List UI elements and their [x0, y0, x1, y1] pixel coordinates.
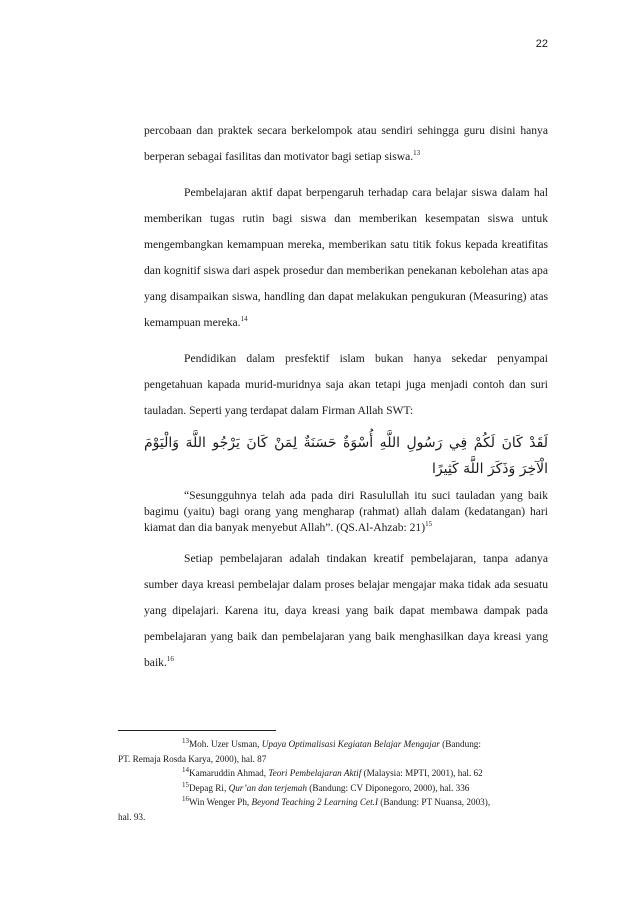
verse-translation	[144, 488, 548, 536]
footnote-number: 16	[182, 795, 189, 804]
footnote-13-continuation: PT. Remaja Rosda Karya, 2000), hal. 87	[118, 753, 267, 764]
paragraph-1	[144, 118, 548, 170]
footnote-number: 15	[182, 780, 189, 789]
arabic-verse: لَقَدْ كَانَ لَكُمْ فِي رَسُولِ اللَّهِ أُسْوَةٌ حَسَنَةٌ لِمَنْ كَانَ يَرْجُو اللَّهَ وَالْيَوْمَ الْآخِرَ وَذَكَرَ اللَّهَ كَثِيرًا	[144, 435, 548, 477]
footnote-publisher: (Bandung: CV Diponegoro, 2000), hal. 336	[307, 782, 470, 793]
footnote-title: Upaya Optimalisasi Kegiatan Belajar Mengajar	[261, 739, 440, 749]
footnote-ref-14: 14	[240, 315, 248, 324]
paragraph-4-text: Setiap pembelajaran adalah tindakan kreatif pembelajaran, tanpa adanya sumber daya kreasi pembelajar dalam proses belajar mengajar maka tidak ada sesuatu yang dipelajari. Karena itu, daya kreasi yang baik dapat membawa dampak pada pembelajaran yang baik dan pembelajaran yang baik menghasilkan daya kreasi yang baik.	[144, 552, 548, 669]
footnote-number: 14	[182, 766, 189, 775]
paragraph-1-text: percobaan dan praktek secara berkelompok atau sendiri sehingga guru disini hanya berperan sebagai fasilitas dan motivator bagi setiap siswa.	[144, 124, 548, 163]
footnote-author: Moh. Uzer Usman,	[189, 739, 262, 749]
body-text	[144, 118, 548, 676]
footnote-16-continuation: hal. 93.	[118, 811, 146, 822]
footnote-number: 13	[182, 736, 189, 745]
footnote-ref-13: 13	[413, 149, 421, 158]
paragraph-3: Pendidikan dalam presfektif islam bukan hanya sekedar penyampai pengetahuan kapada murid-muridnya saja akan tetapi juga menjadi contoh dan suri tauladan. Seperti yang terdapat dalam Firman Allah SWT:	[144, 352, 548, 417]
footnote-author: Depag Ri,	[189, 782, 229, 793]
footnote-title: Teori Pembelajaran Aktif	[268, 768, 362, 779]
footnote-ref-15: 15	[425, 520, 433, 529]
footnote-title: Beyond Teaching 2 Learning Cet.I	[251, 797, 378, 808]
footnote-ref-16: 16	[166, 655, 174, 664]
footnote-14	[118, 766, 554, 781]
footnote-author: Win Wenger Ph,	[189, 797, 252, 808]
footnote-divider	[118, 730, 276, 731]
footnote-title: Qur’an dan terjemah	[228, 782, 307, 793]
paragraph-2-text: Pembelajaran aktif dapat berpengaruh terhadap cara belajar siswa dalam hal memberikan tugas rutin bagi siswa dan memberikan kesempatan siswa untuk mengembangkan kemampuan mereka, memberikan satu titik fokus kepada kreatifitas dan kognitif siswa dari aspek prosedur dan memberikan penekanan kebolehan atas apa yang disampaikan siswa, handling dan dapat melakukan pengukuran (Measuring) atas kemampuan mereka.	[144, 186, 548, 329]
footnote-16	[118, 795, 554, 810]
footnote-publisher: (Malaysia: MPTI, 2001), hal. 62	[361, 768, 483, 779]
footnote-publisher: (Bandung: PT Nuansa, 2003),	[378, 797, 491, 808]
paragraph-2	[144, 180, 548, 336]
footnote-15	[118, 781, 554, 796]
verse-translation-text: “Sesungguhnya telah ada pada diri Rasulullah itu suci tauladan yang baik bagimu (yaitu) bagi orang yang mengharap (rahmat) allah dalam (kedatangan) hari kiamat dan dia banyak menyebut Allah”. (QS.Al-Ahzab: 21)	[144, 489, 548, 534]
footnote-author: Kamaruddin Ahmad,	[189, 768, 269, 779]
footnote-publisher: (Bandung:	[439, 739, 481, 749]
footnote-13	[118, 737, 554, 752]
footnotes	[118, 737, 554, 825]
page-number: 22	[535, 38, 548, 50]
paragraph-4	[144, 546, 548, 676]
